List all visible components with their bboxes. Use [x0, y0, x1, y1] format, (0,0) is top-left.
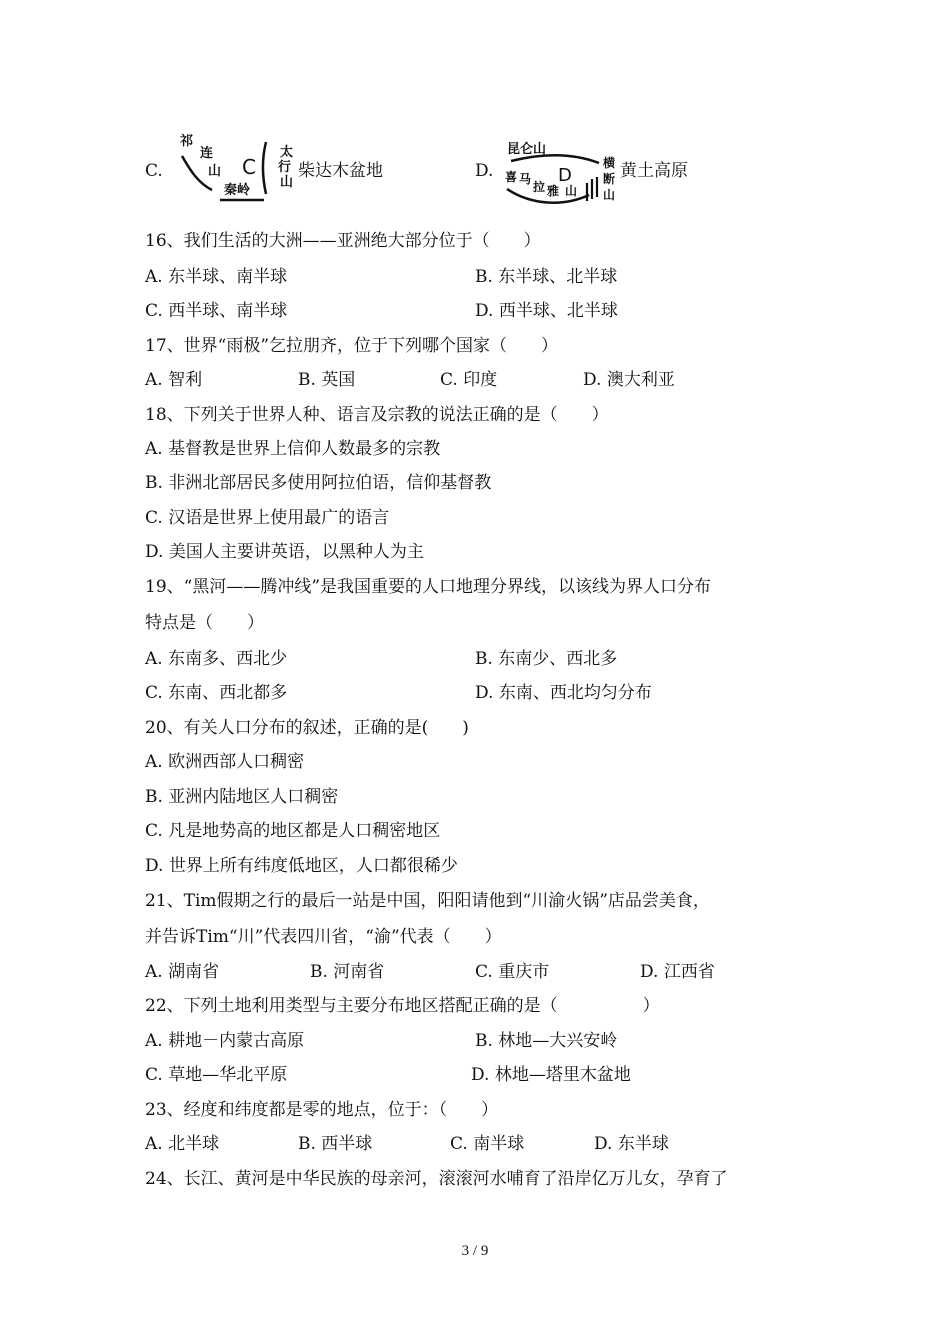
q21-option-a: A. 湖南省 [145, 962, 220, 982]
q23-option-c: C. 南半球 [450, 1134, 525, 1154]
q19-option-c: C. 东南、西北都多 [145, 683, 288, 703]
map-c-taihang-1: 太 [280, 145, 294, 160]
map-d-hengduan-lines [587, 177, 597, 201]
map-d-xima-4: 雅 [547, 184, 560, 198]
q20-option-c: C. 凡是地势高的地区都是人口稠密地区 [145, 821, 441, 841]
q19-option-d: D. 东南、西北均匀分布 [475, 683, 652, 703]
q19-option-a: A. 东南多、西北少 [145, 649, 288, 669]
map-c-taihang-2: 行 [278, 160, 292, 175]
q17-option-d: D. 澳大利亚 [583, 370, 675, 390]
map-d-xima-3: 拉 [533, 180, 546, 194]
q18-option-a: A. 基督教是世界上信仰人数最多的宗教 [145, 439, 441, 459]
q23-option-a: A. 北半球 [145, 1134, 220, 1154]
q21-option-b: B. 河南省 [310, 962, 385, 982]
q15-option-d-map [503, 133, 621, 209]
q18-option-b: B. 非洲北部居民多使用阿拉伯语，信仰基督教 [145, 473, 492, 493]
q21-stem-cont: 并告诉Tim“川”代表四川省，“渝”代表（ ） [145, 927, 502, 947]
page-number: 3 / 9 [461, 1243, 489, 1259]
q24-stem: 24、长江、黄河是中华民族的母亲河，滚滚河水哺育了沿岸亿万儿女，孕育了 [145, 1169, 728, 1189]
q15-option-c-letter: C. [145, 161, 163, 181]
q17-stem: 17、世界“雨极”乞拉朋齐，位于下列哪个国家（ ） [145, 336, 559, 356]
map-c-qilian-2: 连 [200, 146, 214, 161]
map-d-hengduan-3: 山 [603, 188, 616, 202]
map-c-qilian-3: 山 [208, 164, 222, 179]
q22-option-b: B. 林地—大兴安岭 [475, 1031, 618, 1051]
q21-option-c: C. 重庆市 [475, 962, 550, 982]
q19-stem: 19、“黑河——腾冲线”是我国重要的人口地理分界线，以该线为界人口分布 [145, 577, 712, 597]
q17-option-b: B. 英国 [298, 370, 356, 390]
q18-stem: 18、下列关于世界人种、语言及宗教的说法正确的是（ ） [145, 405, 609, 425]
q22-stem: 22、下列土地利用类型与主要分布地区搭配正确的是（ ） [145, 996, 660, 1016]
q20-option-d: D. 世界上所有纬度低地区，人口都很稀少 [145, 856, 458, 876]
map-d-xima-2: 马 [519, 172, 532, 186]
map-d-kunlun: 昆仑山 [507, 142, 547, 157]
q20-option-b: B. 亚洲内陆地区人口稠密 [145, 787, 339, 807]
q18-option-d: D. 美国人主要讲英语，以黑种人为主 [145, 542, 424, 562]
map-d-hengduan-1: 横 [603, 156, 616, 170]
map-d-hengduan-2: 断 [603, 172, 616, 186]
map-d-xima-1: 喜 [505, 170, 518, 184]
q16-option-a: A. 东半球、南半球 [145, 267, 288, 287]
map-c-taihang-line [263, 142, 266, 194]
q20-stem: 20、有关人口分布的叙述，正确的是( ) [145, 718, 469, 738]
q16-stem: 16、我们生活的大洲——亚洲绝大部分位于（ ） [145, 231, 541, 251]
q17-option-a: A. 智利 [145, 370, 203, 390]
map-d-label: D [558, 165, 572, 186]
q16-option-b: B. 东半球、北半球 [475, 267, 618, 287]
map-c-qinling: 秦岭 [224, 183, 251, 198]
map-d-xima-5: 山 [565, 184, 578, 198]
map-c-label: C [242, 155, 256, 179]
q17-option-c: C. 印度 [440, 370, 498, 390]
q16-option-d: D. 西半球、北半球 [475, 301, 618, 321]
q22-option-a: A. 耕地－内蒙古高原 [145, 1031, 305, 1051]
q19-stem-cont: 特点是（ ） [145, 613, 264, 633]
q22-option-c: C. 草地—华北平原 [145, 1065, 288, 1085]
q18-option-c: C. 汉语是世界上使用最广的语言 [145, 508, 390, 528]
q20-option-a: A. 欧洲西部人口稠密 [145, 752, 305, 772]
map-c-qilian-1: 祁 [180, 134, 194, 149]
q19-option-b: B. 东南少、西北多 [475, 649, 618, 669]
q22-option-d: D. 林地—塔里木盆地 [471, 1065, 631, 1085]
q16-option-c: C. 西半球、南半球 [145, 301, 288, 321]
q21-stem: 21、Tim假期之行的最后一站是中国，阳阳请他到“川渝火锅”店品尝美食， [145, 891, 710, 911]
q15-option-c-text: 柴达木盆地 [298, 161, 383, 181]
q23-option-d: D. 东半球 [594, 1134, 669, 1154]
q15-option-d-letter: D. [475, 161, 494, 181]
q23-option-b: B. 西半球 [298, 1134, 373, 1154]
q15-option-c-map [176, 128, 298, 208]
map-c-taihang-3: 山 [280, 175, 294, 190]
q21-option-d: D. 江西省 [640, 962, 715, 982]
q15-option-d-text: 黄土高原 [620, 161, 688, 181]
q23-stem: 23、经度和纬度都是零的地点，位于：（ ） [145, 1100, 499, 1120]
